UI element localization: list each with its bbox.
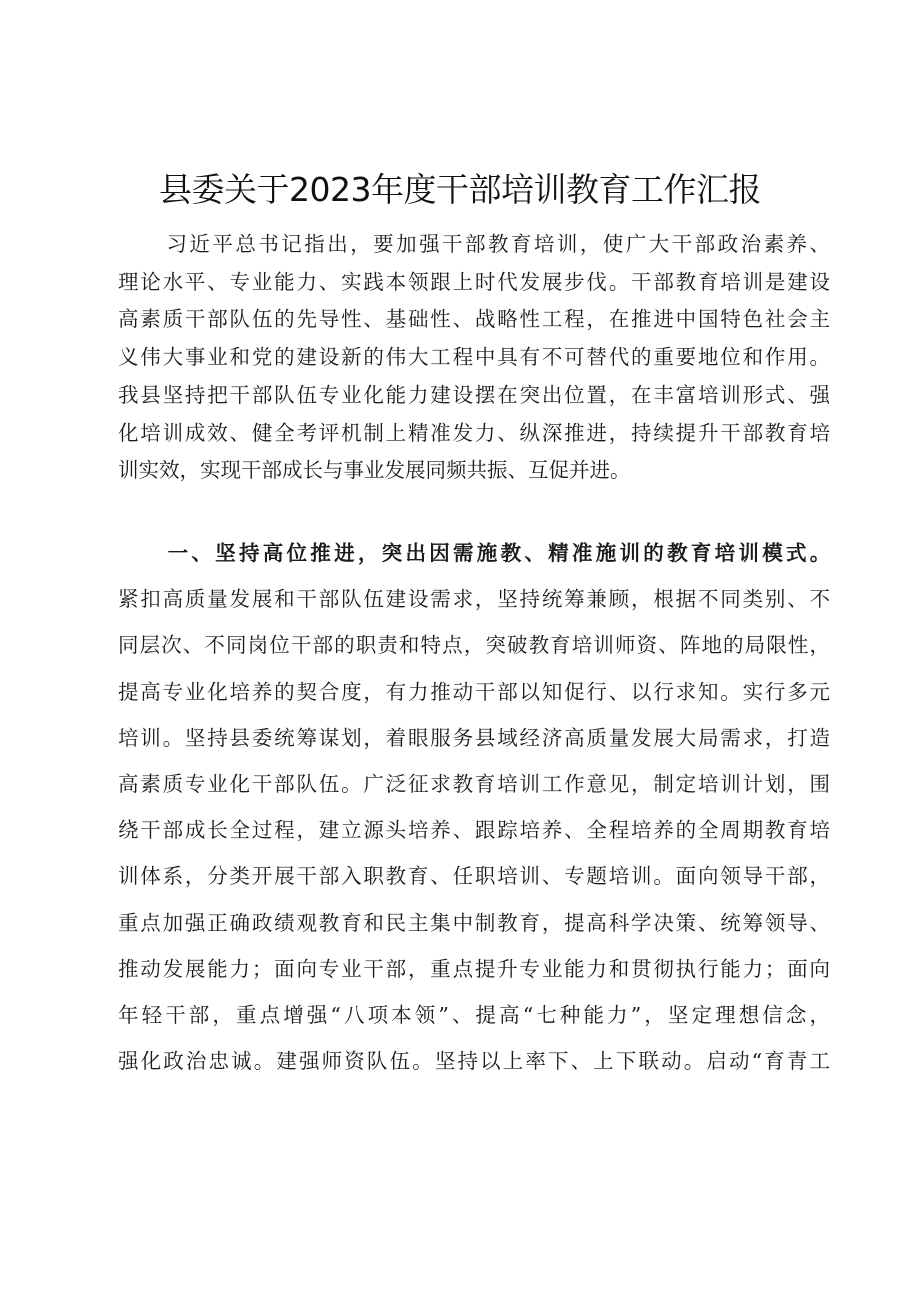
section-1-line-8: 重点加强正确政绩观教育和民主集中制教育，提高科学决策、统筹领导、 — [118, 910, 830, 935]
intro-line-6: 化培训成效、健全考评机制上精准发力、纵深推进，持续提升干部教育培 — [118, 420, 830, 445]
section-1-line-4: 培训。坚持县委统筹谋划，着眼服务县域经济高质量发展大局需求，打造 — [118, 725, 830, 750]
section-1-line-7: 训体系，分类开展干部入职教育、任职培训、专题培训。面向领导干部， — [118, 864, 830, 889]
section-1-line-2: 同层次、不同岗位干部的职责和特点，突破教育培训师资、阵地的局限性， — [118, 633, 830, 658]
intro-line-7: 训实效，实现干部成长与事业发展同频共振、互促并进。 — [118, 458, 631, 483]
intro-line-4: 义伟大事业和党的建设新的伟大工程中具有不可替代的重要地位和作用。 — [118, 345, 830, 370]
document-title: 县委关于2023年度干部培训教育工作汇报 — [159, 170, 761, 209]
intro-line-1: 习近平总书记指出，要加强干部教育培训，使广大干部政治素养、 — [164, 232, 830, 256]
intro-line-2: 理论水平、专业能力、实践本领跟上时代发展步伐。干部教育培训是建设 — [118, 269, 830, 294]
section-1-line-6: 绕干部成长全过程，建立源头培养、跟踪培养、全程培养的全周期教育培 — [118, 818, 830, 843]
section-1-line-1: 紧扣高质量发展和干部队伍建设需求，坚持统筹兼顾，根据不同类别、不 — [118, 587, 830, 612]
section-1-line-11: 强化政治忠诚。建强师资队伍。坚持以上率下、上下联动。启动“育青工 — [118, 1049, 830, 1074]
intro-line-3: 高素质干部队伍的先导性、基础性、战略性工程，在推进中国特色社会主 — [118, 307, 830, 332]
intro-line-5: 我县坚持把干部队伍专业化能力建设摆在突出位置，在丰富培训形式、强 — [118, 382, 830, 407]
section-1-line-3: 提高专业化培养的契合度，有力推动干部以知促行、以行求知。实行多元 — [118, 679, 830, 704]
section-1-paragraph — [118, 530, 830, 1084]
section-1-heading: 一、坚持高位推进，突出因需施教、精准施训的教育培训模式。 — [164, 541, 830, 565]
section-1-line-10: 年轻干部，重点增强“八项本领”、提高“七种能力”，坚定理想信念， — [118, 1003, 830, 1028]
section-1-line-9: 推动发展能力；面向专业干部，重点提升专业能力和贯彻执行能力；面向 — [118, 956, 830, 981]
intro-paragraph — [118, 226, 830, 490]
section-1-line-5: 高素质专业化干部队伍。广泛征求教育培训工作意见，制定培训计划，围 — [118, 772, 830, 797]
